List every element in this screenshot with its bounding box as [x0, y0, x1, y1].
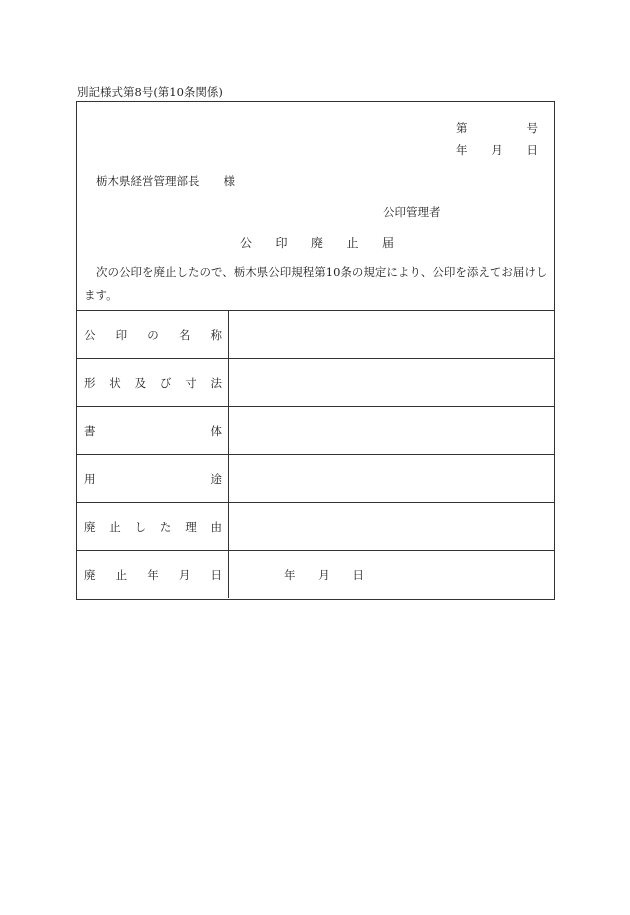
document-date-line — [456, 142, 538, 158]
title-char: 印 — [275, 236, 288, 250]
table-row — [77, 311, 554, 359]
sender-title: 公印管理者 — [383, 205, 441, 219]
title-char: 届 — [381, 236, 394, 250]
field-value-purpose[interactable] — [229, 455, 555, 503]
label-char: 体 — [210, 423, 222, 438]
field-label-seal-name — [77, 311, 229, 359]
title-char: 公 — [240, 236, 253, 250]
date-year: 年 — [456, 143, 468, 157]
field-label-abolition-date — [77, 551, 229, 599]
label-char: 日 — [210, 567, 222, 582]
addressee-honorific: 様 — [223, 174, 235, 188]
label-char: 止 — [109, 519, 121, 534]
label-char: 称 — [210, 327, 222, 342]
abolition-date-parts — [284, 567, 364, 583]
label-char: た — [159, 519, 172, 534]
label-char: し — [134, 519, 147, 534]
field-label-typeface — [77, 407, 229, 455]
document-number-line — [456, 120, 538, 136]
field-value-abolition-reason[interactable] — [229, 503, 555, 551]
number-prefix: 第 — [456, 121, 468, 135]
label-char: 用 — [84, 471, 96, 486]
title-char: 止 — [346, 236, 359, 250]
date-part-month: 月 — [318, 567, 330, 582]
date-part-day: 日 — [352, 567, 364, 582]
addressee — [96, 173, 235, 189]
label-char: 由 — [210, 519, 222, 534]
label-char: 書 — [84, 423, 96, 438]
number-suffix: 号 — [526, 121, 538, 135]
label-char: 公 — [84, 327, 96, 342]
document-title — [240, 234, 394, 251]
date-month: 月 — [491, 143, 503, 157]
label-char: 途 — [210, 471, 222, 486]
form-caption: 別記様式第8号(第10条関係) — [77, 85, 223, 99]
label-char: 状 — [109, 375, 121, 390]
label-char: 及 — [134, 375, 147, 390]
table-row — [77, 503, 554, 551]
field-label-purpose — [77, 455, 229, 503]
label-char: 法 — [210, 375, 222, 390]
field-label-abolition-reason — [77, 503, 229, 551]
form-box — [76, 101, 555, 600]
label-char: 形 — [84, 375, 96, 390]
label-char: 理 — [185, 519, 197, 534]
field-value-typeface[interactable] — [229, 407, 555, 455]
table-row — [77, 359, 554, 407]
body-text: 次の公印を廃止したので、栃木県公印規程第10条の規定により、公印を添えてお届けします。 — [84, 265, 548, 302]
table-row — [77, 551, 554, 599]
label-char: 廃 — [84, 519, 96, 534]
date-part-year: 年 — [284, 567, 296, 582]
label-char: 月 — [178, 567, 191, 582]
addressee-name: 栃木県経営管理部長 — [96, 174, 200, 188]
field-value-shape-size[interactable] — [229, 359, 555, 407]
date-day: 日 — [526, 143, 538, 157]
label-char: 廃 — [84, 567, 96, 582]
field-value-seal-name[interactable] — [229, 311, 555, 359]
label-char: び — [159, 375, 172, 390]
label-char: 寸 — [185, 375, 197, 390]
title-char: 廃 — [310, 236, 323, 250]
table-row — [77, 455, 554, 503]
field-label-shape-size — [77, 359, 229, 407]
label-char: 印 — [115, 327, 128, 342]
field-value-abolition-date[interactable] — [229, 551, 555, 599]
label-char: 止 — [115, 567, 128, 582]
label-char: 名 — [178, 327, 191, 342]
fields-table — [77, 310, 554, 598]
table-row — [77, 407, 554, 455]
label-char: の — [147, 327, 159, 342]
label-char: 年 — [147, 567, 159, 582]
